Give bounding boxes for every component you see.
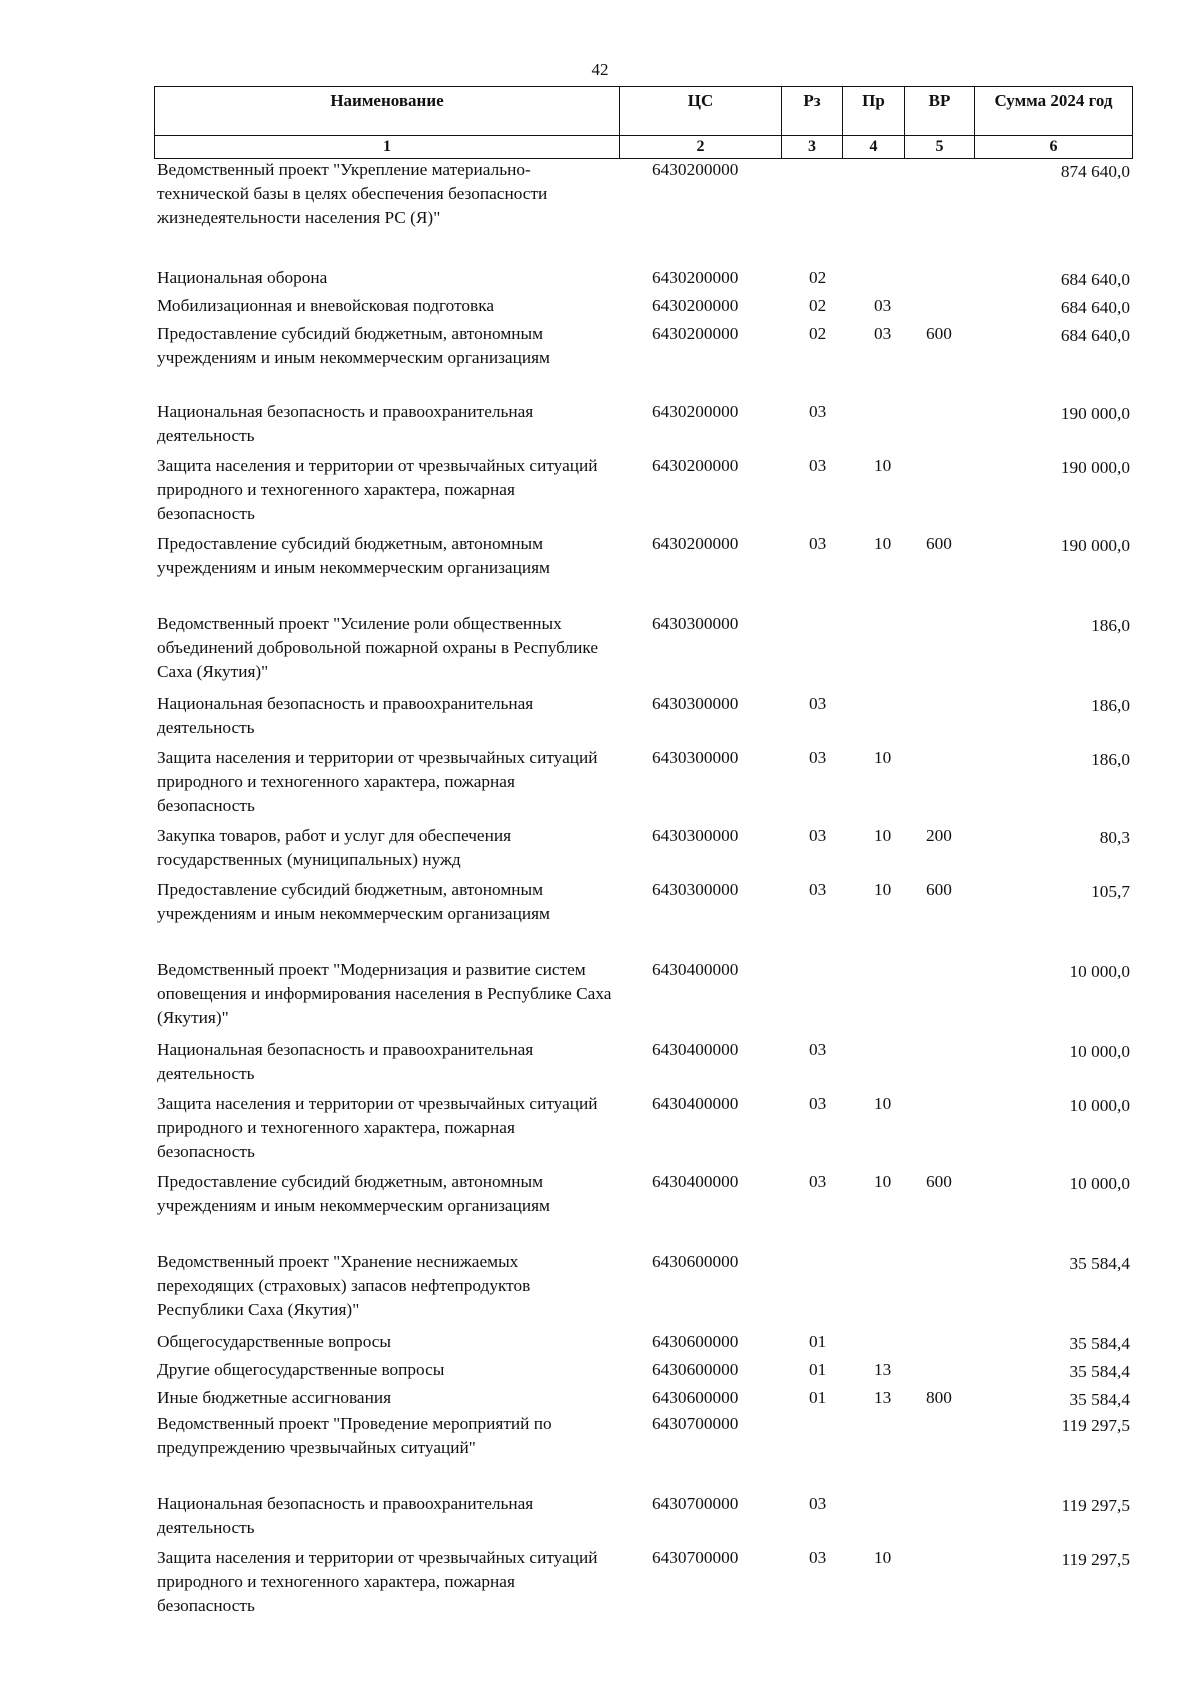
column-number: 2 (620, 136, 782, 159)
row-name: Национальная безопасность и правоохранительная деятельность (157, 1494, 534, 1537)
column-number: 4 (843, 136, 905, 159)
row-pr: 10 (874, 1172, 892, 1191)
column-header-pr: Пр (843, 87, 905, 136)
row-rz: 03 (809, 1548, 827, 1567)
row-cs: 6430200000 (652, 534, 739, 553)
column-number: 5 (905, 136, 975, 159)
row-cs: 6430300000 (652, 748, 739, 767)
row-sum: 35 584,4 (1069, 1334, 1130, 1353)
row-rz: 03 (809, 694, 827, 713)
row-cs: 6430400000 (652, 1040, 739, 1059)
row-cs: 6430300000 (652, 694, 739, 713)
row-sum: 35 584,4 (1069, 1254, 1130, 1273)
row-rz: 01 (809, 1360, 827, 1379)
row-sum: 186,0 (1091, 696, 1130, 715)
row-pr: 10 (874, 826, 892, 845)
column-header-cs: ЦС (620, 87, 782, 136)
column-header-rz: Рз (782, 87, 843, 136)
row-sum: 105,7 (1091, 882, 1130, 901)
row-name: Ведомственный проект "Модернизация и развитие систем оповещения и информирования населения в Республике Саха (Якутия)" (157, 960, 612, 1027)
row-sum: 186,0 (1091, 616, 1130, 635)
row-rz: 03 (809, 1094, 827, 1113)
row-vr: 800 (926, 1388, 952, 1407)
row-name: Предоставление субсидий бюджетным, автономным учреждениям и иным некоммерческим организациям (157, 880, 550, 923)
row-rz: 03 (809, 826, 827, 845)
row-vr: 600 (926, 324, 952, 343)
row-cs: 6430400000 (652, 1094, 739, 1113)
row-vr: 600 (926, 880, 952, 899)
row-sum: 190 000,0 (1060, 458, 1130, 477)
row-pr: 10 (874, 880, 892, 899)
row-name: Закупка товаров, работ и услуг для обеспечения государственных (муниципальных) нужд (157, 826, 512, 869)
row-name: Предоставление субсидий бюджетным, автономным учреждениям и иным некоммерческим организациям (157, 1172, 550, 1215)
row-sum: 119 297,5 (1061, 1416, 1130, 1435)
row-rz: 03 (809, 456, 827, 475)
row-name: Защита населения и территории от чрезвычайных ситуаций природного и техногенного характера, пожарная безопасность (157, 1094, 598, 1161)
row-cs: 6430200000 (652, 268, 739, 287)
table-header (154, 86, 1133, 159)
row-name: Защита населения и территории от чрезвычайных ситуаций природного и техногенного характера, пожарная безопасность (157, 456, 598, 523)
row-sum: 10 000,0 (1069, 962, 1130, 981)
row-cs: 6430200000 (652, 296, 739, 315)
row-cs: 6430600000 (652, 1360, 739, 1379)
column-number: 3 (782, 136, 843, 159)
row-name: Ведомственный проект "Усиление роли общественных объединений добровольной пожарной охраны в Республике Саха (Якутия)" (157, 614, 598, 681)
row-sum: 10 000,0 (1069, 1174, 1130, 1193)
column-header-sum: Сумма 2024 год (975, 87, 1133, 136)
row-rz: 02 (809, 324, 827, 343)
row-name: Иные бюджетные ассигнования (157, 1388, 392, 1407)
row-name: Национальная безопасность и правоохранительная деятельность (157, 694, 534, 737)
row-pr: 13 (874, 1360, 892, 1379)
row-sum: 119 297,5 (1061, 1550, 1130, 1569)
row-cs: 6430300000 (652, 880, 739, 899)
row-rz: 03 (809, 880, 827, 899)
row-cs: 6430200000 (652, 402, 739, 421)
row-cs: 6430300000 (652, 826, 739, 845)
row-sum: 684 640,0 (1060, 270, 1130, 289)
row-sum: 119 297,5 (1061, 1496, 1130, 1515)
row-vr: 600 (926, 534, 952, 553)
row-rz: 02 (809, 268, 827, 287)
row-cs: 6430400000 (652, 960, 739, 979)
column-number: 6 (975, 136, 1133, 159)
row-rz: 03 (809, 534, 827, 553)
row-cs: 6430700000 (652, 1414, 739, 1433)
row-pr: 10 (874, 1548, 892, 1567)
row-rz: 03 (809, 1040, 827, 1059)
row-sum: 874 640,0 (1060, 162, 1130, 181)
row-vr: 600 (926, 1172, 952, 1191)
row-name: Другие общегосударственные вопросы (157, 1360, 445, 1379)
row-rz: 01 (809, 1388, 827, 1407)
row-sum: 186,0 (1091, 750, 1130, 769)
column-number: 1 (155, 136, 620, 159)
row-pr: 10 (874, 534, 892, 553)
column-header-name: Наименование (155, 87, 620, 136)
row-sum: 684 640,0 (1060, 298, 1130, 317)
row-cs: 6430700000 (652, 1494, 739, 1513)
row-name: Предоставление субсидий бюджетным, автономным учреждениям и иным некоммерческим организациям (157, 324, 550, 367)
row-rz: 03 (809, 748, 827, 767)
row-sum: 190 000,0 (1060, 536, 1130, 555)
row-name: Защита населения и территории от чрезвычайных ситуаций природного и техногенного характера, пожарная безопасность (157, 1548, 598, 1615)
row-sum: 80,3 (1099, 828, 1130, 847)
row-name: Мобилизационная и вневойсковая подготовка (157, 296, 495, 315)
row-cs: 6430200000 (652, 456, 739, 475)
row-pr: 03 (874, 296, 892, 315)
row-name: Ведомственный проект "Проведение мероприятий по предупреждению чрезвычайных ситуаций" (157, 1414, 552, 1457)
row-sum: 10 000,0 (1069, 1096, 1130, 1115)
row-name: Национальная безопасность и правоохранительная деятельность (157, 1040, 534, 1083)
row-sum: 35 584,4 (1069, 1390, 1130, 1409)
row-sum: 190 000,0 (1060, 404, 1130, 423)
row-cs: 6430600000 (652, 1332, 739, 1351)
row-rz: 02 (809, 296, 827, 315)
row-cs: 6430400000 (652, 1172, 739, 1191)
row-cs: 6430700000 (652, 1548, 739, 1567)
row-name: Ведомственный проект "Хранение неснижаемых переходящих (страховых) запасов нефтепродуктов Республики Саха (Якутия)" (157, 1252, 531, 1319)
row-rz: 03 (809, 402, 827, 421)
row-name: Национальная оборона (157, 268, 328, 287)
row-sum: 10 000,0 (1069, 1042, 1130, 1061)
column-header-vr: ВР (905, 87, 975, 136)
row-pr: 10 (874, 1094, 892, 1113)
row-name: Общегосударственные вопросы (157, 1332, 392, 1351)
page-number: 42 (591, 60, 609, 79)
row-rz: 01 (809, 1332, 827, 1351)
row-name: Ведомственный проект "Укрепление материально-технической базы в целях обеспечения безопасности жизнедеятельности населения РС (Я)" (157, 160, 548, 227)
row-cs: 6430600000 (652, 1252, 739, 1271)
row-rz: 03 (809, 1494, 827, 1513)
row-pr: 10 (874, 748, 892, 767)
row-sum: 684 640,0 (1060, 326, 1130, 345)
row-pr: 10 (874, 456, 892, 475)
row-cs: 6430200000 (652, 324, 739, 343)
row-cs: 6430600000 (652, 1388, 739, 1407)
row-name: Защита населения и территории от чрезвычайных ситуаций природного и техногенного характера, пожарная безопасность (157, 748, 598, 815)
row-pr: 13 (874, 1388, 892, 1407)
row-pr: 03 (874, 324, 892, 343)
row-cs: 6430300000 (652, 614, 739, 633)
row-name: Национальная безопасность и правоохранительная деятельность (157, 402, 534, 445)
row-name: Предоставление субсидий бюджетным, автономным учреждениям и иным некоммерческим организациям (157, 534, 550, 577)
row-cs: 6430200000 (652, 160, 739, 179)
row-sum: 35 584,4 (1069, 1362, 1130, 1381)
row-vr: 200 (926, 826, 952, 845)
row-rz: 03 (809, 1172, 827, 1191)
